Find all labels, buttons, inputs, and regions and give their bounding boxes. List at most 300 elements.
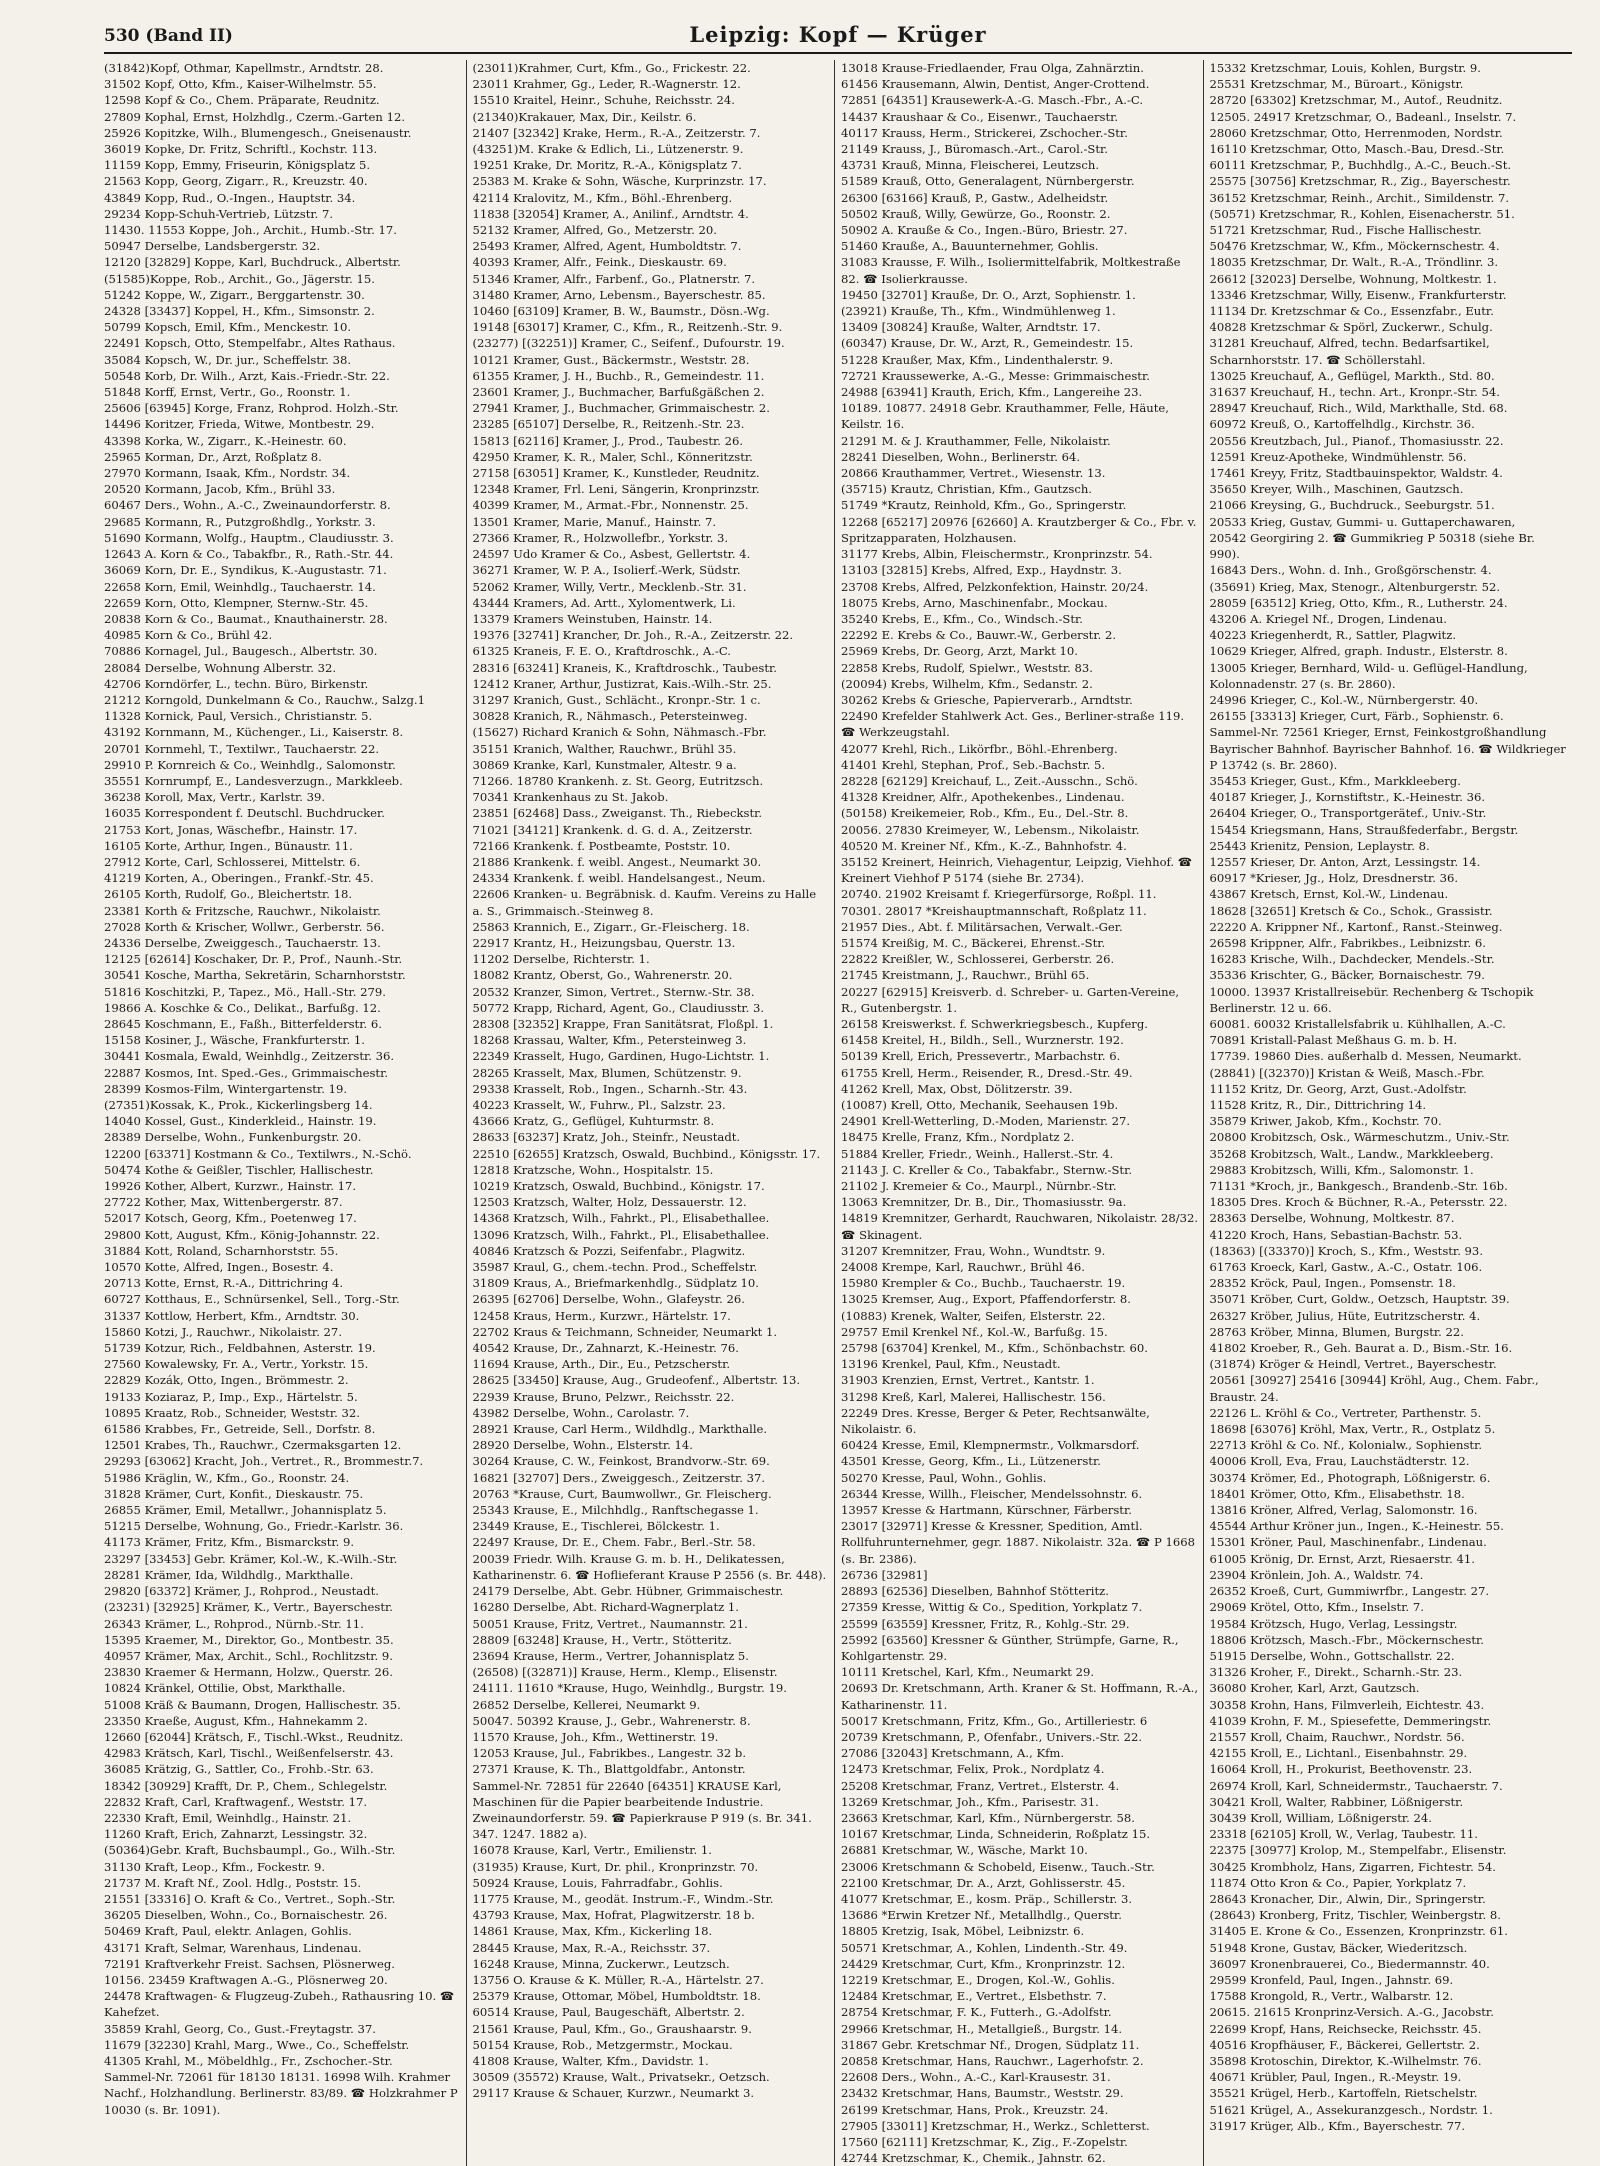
directory-entry: 35336 Krischter, G., Bäcker, Bornaischestr. 79. xyxy=(1209,968,1485,983)
directory-entry: 20800 Krobitzsch, Osk., Wärmeschutzm., Univ.-Str. xyxy=(1209,1130,1510,1145)
directory-entry: 21737 M. Kraft Nf., Zool. Hdlg., Poststr. 15. xyxy=(104,1875,362,1890)
directory-entry: 28399 Kosmos-Film, Wintergartenstr. 19. xyxy=(104,1081,348,1096)
directory-entry: 10167 Kretschmar, Linda, Schneiderin, Roßplatz 15. xyxy=(841,1827,1151,1842)
directory-entry: 28228 [62129] Kreichauf, L., Zeit.-Ausschn., Schö. xyxy=(841,773,1138,788)
directory-entry: 18305 Dres. Kroch & Büchner, R.-A., Petersstr. 22. xyxy=(1209,1195,1508,1210)
directory-entry: 20227 [62915] Kreisverb. d. Schreber- u. Garten-Vereine, R., Gutenbergstr. 1. xyxy=(841,984,1180,1015)
directory-entry: 13816 Kröner, Alfred, Verlag, Salomonstr. 16. xyxy=(1209,1503,1478,1518)
directory-entry: 26612 [32023] Derselbe, Wohnung, Moltkestr. 1. xyxy=(1209,271,1497,286)
directory-entry: 24008 Krempe, Karl, Rauchwr., Brühl 46. xyxy=(841,1260,1085,1275)
directory-entry: 26300 [63166] Krauß, P., Gastw., Adelheidstr. xyxy=(841,190,1109,205)
directory-entry: 21753 Kort, Jonas, Wäschefbr., Hainstr. 17. xyxy=(104,822,358,837)
directory-entry: 29599 Kronfeld, Paul, Ingen., Jahnstr. 69. xyxy=(1209,1972,1454,1987)
directory-entry: 20533 Krieg, Gustav, Gummi- u. Guttaperchawaren, xyxy=(1209,514,1516,529)
directory-entry: 24996 Krieger, C., Kol.-W., Nürnbergerstr. 40. xyxy=(1209,692,1479,707)
directory-entry: 41401 Krehl, Stephan, Prof., Seb.-Bachstr. 5. xyxy=(841,757,1106,772)
directory-entry: 27371 Krause, K. Th., Blattgoldfabr., Antonstr. xyxy=(472,1762,746,1777)
directory-entry: 28920 Derselbe, Wohn., Elsterstr. 14. xyxy=(472,1438,693,1453)
directory-entry: 20520 Kormann, Jacob, Kfm., Brühl 33. xyxy=(104,482,336,497)
directory-entry: 18806 Krötzsch, Masch.-Fbr., Möckernschestr. xyxy=(1209,1632,1484,1647)
directory-entry: 31337 Kottlow, Herbert, Kfm., Arndtstr. 30. xyxy=(104,1308,360,1323)
directory-entry: 13501 Kramer, Marie, Manuf., Hainstr. 7. xyxy=(472,514,717,529)
directory-entry: 36152 Kretzschmar, Reinh., Archit., Simildenstr. 7. xyxy=(1209,190,1510,205)
directory-entry: 13025 Kremser, Aug., Export, Pfaffendorferstr. 8. xyxy=(841,1292,1131,1307)
directory-entry: 43793 Krause, Max, Hofrat, Plagwitzerstr. 18 b. xyxy=(472,1908,755,1923)
directory-entry: 30509 (35572) Krause, Walt., Privatsekr., Oetzsch. xyxy=(472,2070,770,2085)
directory-entry: 50799 Kopsch, Emil, Kfm., Menckestr. 10. xyxy=(104,320,352,335)
directory-entry: 43398 Korka, W., Zigarr., K.-Heinestr. 60. xyxy=(104,433,347,448)
directory-entry: 52017 Kotsch, Georg, Kfm., Poetenweg 17. xyxy=(104,1211,357,1226)
directory-entry: 29069 Krötel, Otto, Kfm., Inselstr. 7. xyxy=(1209,1600,1424,1615)
directory-entry: 11838 [32054] Kramer, A., Anilinf., Arndtstr. 4. xyxy=(472,206,749,221)
directory-entry: 27905 [33011] Kretzschmar, H., Werkz., Schletterst. xyxy=(841,2118,1150,2133)
directory-entry: 20542 Georgiring 2. ☎ Gummikrieg P 50318 (siehe Br. 990). xyxy=(1209,530,1535,562)
directory-entry: 26404 Krieger, O., Transportgerätef., Univ.-Str. xyxy=(1209,806,1487,821)
directory-entry: 21563 Kopp, Georg, Zigarr., R., Kreuzstr. 40. xyxy=(104,174,368,189)
directory-entry: 31405 E. Krone & Co., Essenzen, Kronprinzstr. 61. xyxy=(1209,1924,1508,1939)
directory-entry: 31130 Kraft, Leop., Kfm., Fockestr. 9. xyxy=(104,1859,326,1874)
directory-entry: 18698 [63076] Kröhl, Max, Vertr., R., Ostplatz 5. xyxy=(1209,1422,1496,1437)
directory-entry: 11694 Krause, Arth., Dir., Eu., Petzscherstr. xyxy=(472,1357,731,1372)
directory-entry: 50017 Kretschmann, Fritz, Kfm., Go., Artilleriestr. 6 xyxy=(841,1713,1148,1728)
directory-entry: 21561 Krause, Paul, Kfm., Go., Graushaarstr. 9. xyxy=(472,2021,752,2036)
directory-entry: 20713 Kotte, Ernst, R.-A., Dittrichring 4. xyxy=(104,1276,344,1291)
directory-entry: 23297 [33453] Gebr. Krämer, Kol.-W., K.-Wilh.-Str. xyxy=(104,1551,398,1566)
directory-entry: 40117 Krauss, Herm., Strickerei, Zschocher.-Str. xyxy=(841,125,1128,140)
directory-entry: 27158 [63051] Kramer, K., Kunstleder, Reudnitz. xyxy=(472,466,760,481)
directory-entry: 24597 Udo Kramer & Co., Asbest, Gellertstr. 4. xyxy=(472,547,751,562)
directory-entry: 10000. 13937 Kristallreisebür. Rechenberg & Tschopik Berlinerstr. 12 u. 66. xyxy=(1209,984,1534,1015)
directory-entry: (20094) Krebs, Wilhelm, Kfm., Sedanstr. 2. xyxy=(841,676,1093,691)
directory-entry: 51986 Kräglin, W., Kfm., Go., Roonstr. 24. xyxy=(104,1470,350,1485)
directory-entry: 40399 Kramer, M., Armat.-Fbr., Nonnenstr. 25. xyxy=(472,498,749,513)
directory-entry: (23277) [(32251)] Kramer, C., Seifenf., Dufourstr. 19. xyxy=(472,336,785,351)
directory-entry: 60972 Kreuß, O., Kartoffelhdlg., Kirchstr. 36. xyxy=(1209,417,1475,432)
directory-entry: 43444 Kramers, Ad. Artt., Xylomentwerk, Li. xyxy=(472,595,736,610)
directory-entry: 12818 Kratzsche, Wohn., Hospitalstr. 15. xyxy=(472,1162,714,1177)
directory-entry: 51215 Derselbe, Wohnung, Go., Friedr.-Karlstr. 36. xyxy=(104,1519,404,1534)
directory-entry: 21291 M. & J. Krauthammer, Felle, Nikolaistr. xyxy=(841,433,1111,448)
directory-entry: 35151 Kranich, Walther, Rauchwr., Brühl 35. xyxy=(472,741,737,756)
directory-entry: 27941 Kramer, J., Buchmacher, Grimmaischestr. 2. xyxy=(472,401,770,416)
directory-entry: 50051 Krause, Fritz, Vertret., Naumannstr. 21. xyxy=(472,1616,748,1631)
directory-entry: Sammel-Nr. 72061 für 18130 18131. 16998 Wilh. Krahmer Nachf., Holzhandlung. Berlinerstr. 83/89. ☎ Holzkrahmer P 10030 (s. Br. 1091). xyxy=(104,2070,458,2117)
directory-entry: 25606 [63945] Korge, Franz, Rohprod. Holzh.-Str. xyxy=(104,401,399,416)
directory-entry: 31326 Kroher, F., Direkt., Scharnh.-Str. 23. xyxy=(1209,1665,1463,1680)
directory-entry: 16064 Kroll, H., Prokurist, Beethovenstr. 23. xyxy=(1209,1762,1473,1777)
directory-entry: 28363 Derselbe, Wohnung, Moltkestr. 87. xyxy=(1209,1211,1455,1226)
directory-entry: 23694 Krause, Herm., Vertrer, Johannisplatz 5. xyxy=(472,1648,749,1663)
directory-entry: 23851 [62468] Dass., Zweiganst. Th., Riebeckstr. xyxy=(472,806,763,821)
directory-entry: 51574 Kreißig, M. C., Bäckerei, Ehrenst.-Str. xyxy=(841,935,1106,950)
directory-entry: 13957 Kresse & Hartmann, Kürschner, Färberstr. xyxy=(841,1503,1132,1518)
directory-entry: 22939 Krause, Bruno, Pelzwr., Reichsstr. 22. xyxy=(472,1389,735,1404)
directory-entry: 17461 Kreyy, Fritz, Stadtbauinspektor, Waldstr. 4. xyxy=(1209,466,1503,481)
directory-entry: 12598 Kopf & Co., Chem. Präparate, Reudnitz. xyxy=(104,93,380,108)
directory-entry: 16280 Derselbe, Abt. Richard-Wagnerplatz 1. xyxy=(472,1600,739,1615)
directory-entry: 26158 Kreiswerkst. f. Schwerkriegsbesch., Kupferg. xyxy=(841,1016,1148,1031)
directory-entry: 60727 Kotthaus, E., Schnürsenkel, Sell., Torg.-Str. xyxy=(104,1292,400,1307)
directory-entry: 26344 Kresse, Willh., Fleischer, Mendelssohnstr. 6. xyxy=(841,1486,1143,1501)
directory-entry: 28893 [62536] Dieselben, Bahnhof Stötteritz. xyxy=(841,1584,1109,1599)
directory-entry: 61325 Kraneis, F. E. O., Kraftdroschk., A.-C. xyxy=(472,644,731,659)
directory-entry: 14861 Krause, Max, Kfm., Kickerling 18. xyxy=(472,1924,713,1939)
directory-entry: 11430. 11553 Koppe, Joh., Archit., Humb.-Str. 17. xyxy=(104,223,397,238)
directory-entry: 23285 [65107] Derselbe, R., Reitzenh.-Str. 23. xyxy=(472,417,745,432)
column-1 xyxy=(104,60,467,2166)
directory-entry: 72851 [64351] Krausewerk-A.-G. Masch.-Fbr., A.-C. xyxy=(841,93,1144,108)
directory-entry: 43982 Derselbe, Wohn., Carolastr. 7. xyxy=(472,1405,690,1420)
directory-entry: 41802 Kroeber, R., Geh. Baurat a. D., Bism.-Str. 16. xyxy=(1209,1341,1513,1356)
directory-entry: 29820 [63372] Krämer, J., Rohprod., Neustadt. xyxy=(104,1584,379,1599)
directory-entry: 30262 Krebs & Griesche, Papierverarb., Arndtstr. xyxy=(841,692,1133,707)
directory-entry: 20556 Kreutzbach, Jul., Pianof., Thomasiusstr. 22. xyxy=(1209,433,1504,448)
directory-columns xyxy=(104,60,1572,2166)
directory-entry: 27366 Kramer, R., Holzwollefbr., Yorkstr. 3. xyxy=(472,530,729,545)
directory-entry: 50270 Kresse, Paul, Wohn., Gohlis. xyxy=(841,1470,1047,1485)
directory-entry: (51585)Koppe, Rob., Archit., Go., Jägerstr. 15. xyxy=(104,271,375,286)
directory-entry: 26327 Kröber, Julius, Hüte, Eutritzscherstr. 4. xyxy=(1209,1308,1481,1323)
directory-entry: 24111. 11610 *Krause, Hugo, Weinhdlg., Burgstr. 19. xyxy=(472,1681,787,1696)
directory-entry: Sammel-Nr. 72851 für 22640 [64351] KRAUSE Karl, Maschinen für die Papier bearbeitende Industrie. Zweinaundorferstr. 59. ☎ Papierkrause P 919 (s. Br. 341. 347. 1247. 1882 a). xyxy=(472,1778,812,1842)
directory-entry: 70341 Krankenhaus zu St. Jakob. xyxy=(472,790,669,805)
directory-entry: 51346 Kramer, Alfr., Farbenf., Go., Platnerstr. 7. xyxy=(472,271,756,286)
directory-entry: 13756 O. Krause & K. Müller, R.-A., Härtelstr. 27. xyxy=(472,1972,764,1987)
directory-entry: 22658 Korn, Emil, Weinhdlg., Tauchaerstr. 14. xyxy=(104,579,376,594)
directory-entry: 24478 Kraftwagen- & Flugzeug-Zubeh., Rathausring 10. ☎ Kahefzet. xyxy=(104,1989,455,2020)
directory-entry: 43731 Krauß, Minna, Fleischerei, Leutzsch. xyxy=(841,158,1100,173)
directory-entry: 15158 Kosiner, J., Wäsche, Frankfurterstr. 1. xyxy=(104,1033,365,1048)
directory-entry: 22606 Kranken- u. Begräbnisk. d. Kaufm. Vereins zu Halle a. S., Grimmaisch.-Steinweg 8. xyxy=(472,887,817,918)
directory-entry: 31207 Kremnitzer, Frau, Wohn., Wundtstr. 9. xyxy=(841,1243,1106,1258)
directory-entry: 27086 [32043] Kretschmann, A., Kfm. xyxy=(841,1746,1065,1761)
directory-entry: 21886 Krankenk. f. weibl. Angest., Neumarkt 30. xyxy=(472,854,762,869)
directory-entry: 19584 Krötzsch, Hugo, Verlag, Lessingstr. xyxy=(1209,1616,1458,1631)
directory-entry: 61763 Kroeck, Karl, Gastw., A.-C., Ostatr. 106. xyxy=(1209,1260,1483,1275)
directory-entry: 40957 Krämer, Max, Archit., Schl., Rochlitzstr. 9. xyxy=(104,1648,393,1663)
directory-entry: 29338 Krasselt, Rob., Ingen., Scharnh.-Str. 43. xyxy=(472,1081,748,1096)
directory-entry: 23904 Krönlein, Joh. A., Waldstr. 74. xyxy=(1209,1567,1424,1582)
directory-entry: 42983 Krätsch, Karl, Tischl., Weißenfelserstr. 43. xyxy=(104,1746,394,1761)
directory-entry: 60467 Ders., Wohn., A.-C., Zweinaundorferstr. 8. xyxy=(104,498,391,513)
directory-entry: 19926 Kother, Albert, Kurzwr., Hainstr. 17. xyxy=(104,1179,357,1194)
directory-entry: 45544 Arthur Kröner jun., Ingen., K.-Heinestr. 55. xyxy=(1209,1519,1504,1534)
directory-entry: 61458 Kreitel, H., Bildh., Sell., Wurznerstr. 192. xyxy=(841,1033,1124,1048)
directory-entry: 41220 Kroch, Hans, Sebastian-Bachstr. 53. xyxy=(1209,1227,1463,1242)
directory-entry: 14368 Kratzsch, Wilh., Fahrkt., Pl., Elisabethallee. xyxy=(472,1211,770,1226)
directory-entry: 11202 Derselbe, Richterstr. 1. xyxy=(472,952,650,967)
directory-entry: 21407 [32342] Krake, Herm., R.-A., Zeitzerstr. 7. xyxy=(472,125,761,140)
directory-entry: 18805 Kretzig, Isak, Möbel, Leibnizstr. 6. xyxy=(841,1924,1085,1939)
directory-entry: 40187 Krieger, J., Kornstiftstr., K.-Heinestr. 36. xyxy=(1209,790,1486,805)
directory-entry: 41077 Kretschmar, E., kosm. Präp., Schillerstr. 3. xyxy=(841,1891,1133,1906)
directory-entry: 16035 Korrespondent f. Deutschl. Buchdrucker. xyxy=(104,806,385,821)
directory-entry: 35650 Kreyer, Wilh., Maschinen, Gautzsch. xyxy=(1209,482,1464,497)
directory-entry: 23017 [32971] Kresse & Kressner, Spedition, Amtl. Rollfuhrunternehmer, gegr. 1887. Nikolaistr. 32a. ☎ P 1668 (s. Br. 2386). xyxy=(841,1519,1195,1566)
directory-entry: 28633 [63237] Kratz, Joh., Steinfr., Neustadt. xyxy=(472,1130,741,1145)
directory-entry: 26395 [62706] Derselbe, Wohn., Glafeystr. 26. xyxy=(472,1292,745,1307)
directory-entry: 35453 Krieger, Gust., Kfm., Markkleeberg. xyxy=(1209,773,1461,788)
directory-entry: (60347) Krause, Dr. W., Arzt, R., Gemeindestr. 15. xyxy=(841,336,1134,351)
directory-entry: 25965 Korman, Dr., Arzt, Roßplatz 8. xyxy=(104,449,322,464)
directory-entry: 23449 Krause, E., Tischlerei, Bölckestr. 1. xyxy=(472,1519,720,1534)
directory-entry: 10570 Kotte, Alfred, Ingen., Bosestr. 4. xyxy=(104,1260,334,1275)
directory-entry: 15395 Kraemer, M., Direktor, Go., Montbestr. 35. xyxy=(104,1632,394,1647)
directory-entry: 25493 Kramer, Alfred, Agent, Humboldtstr. 7. xyxy=(472,239,742,254)
directory-entry: 24179 Derselbe, Abt. Gebr. Hübner, Grimmaischestr. xyxy=(472,1584,784,1599)
directory-entry: 31298 Kreß, Karl, Malerei, Hallischestr. 156. xyxy=(841,1389,1106,1404)
directory-entry: 28308 [32352] Krappe, Fran Sanitätsrat, Floßpl. 1. xyxy=(472,1016,774,1031)
directory-entry: 12412 Kraner, Arthur, Justizrat, Kais.-Wilh.-Str. 25. xyxy=(472,676,772,691)
directory-entry: 22220 A. Krippner Nf., Kartonf., Ranst.-Steinweg. xyxy=(1209,919,1503,934)
directory-entry: 36097 Kronenbrauerei, Co., Biedermannstr. 40. xyxy=(1209,1956,1490,1971)
directory-entry: 15301 Kröner, Paul, Maschinenfabr., Lindenau. xyxy=(1209,1535,1487,1550)
directory-entry: 23708 Krebs, Alfred, Pelzkonfektion, Hainstr. 20/24. xyxy=(841,579,1149,594)
directory-entry: 28720 [63302] Kretzschmar, M., Autof., Reudnitz. xyxy=(1209,93,1503,108)
directory-entry: 12125 [62614] Koschaker, Dr. P., Prof., Naunh.-Str. xyxy=(104,952,403,967)
directory-entry: 27359 Kresse, Wittig & Co., Spedition, Yorkplatz 7. xyxy=(841,1600,1143,1615)
directory-entry: 17739. 19860 Dies. außerhalb d. Messen, Neumarkt. xyxy=(1209,1049,1522,1064)
directory-entry: 12120 [32829] Koppe, Karl, Buchdruck., Albertstr. xyxy=(104,255,401,270)
directory-entry: 43171 Kraft, Selmar, Warenhaus, Lindenau. xyxy=(104,1940,362,1955)
directory-entry: 50047. 50392 Krause, J., Gebr., Wahrenerstr. 8. xyxy=(472,1713,751,1728)
directory-entry: 19866 A. Koschke & Co., Delikat., Barfußg. 12. xyxy=(104,1000,381,1015)
directory-entry: 15980 Krempler & Co., Buchb., Tauchaerstr. 19. xyxy=(841,1276,1126,1291)
directory-entry: 41328 Kreidner, Alfr., Apothekenbes., Lindenau. xyxy=(841,790,1125,805)
directory-entry: 21557 Kroll, Chaim, Rauchwr., Nordstr. 56. xyxy=(1209,1729,1465,1744)
directory-entry: 52062 Kramer, Willy, Vertr., Mecklenb.-Str. 31. xyxy=(472,579,747,594)
directory-entry: 52132 Kramer, Alfred, Go., Metzerstr. 20. xyxy=(472,223,717,238)
directory-entry: 51848 Korff, Ernst, Vertr., Go., Roonstr. 1. xyxy=(104,385,351,400)
directory-entry: (27351)Kossak, K., Prok., Kickerlingsberg 14. xyxy=(104,1098,373,1112)
directory-entry: 21212 Korngold, Dunkelmann & Co., Rauchw., Salzg.1 xyxy=(104,692,425,707)
directory-entry: 26199 Kretschmar, Hans, Prok., Kreuzstr. 24. xyxy=(841,2102,1109,2117)
directory-entry: (31874) Kröger & Heindl, Vertret., Bayerschestr. xyxy=(1209,1357,1497,1372)
directory-entry: 61755 Krell, Herm., Reisender, R., Dresd.-Str. 49. xyxy=(841,1065,1133,1080)
directory-entry: 22713 Kröhl & Co. Nf., Kolonialw., Sophienstr. xyxy=(1209,1438,1483,1453)
directory-entry: 11874 Otto Kron & Co., Papier, Yorkplatz 7. xyxy=(1209,1875,1467,1890)
directory-entry: (15627) Richard Kranich & Sohn, Nähmasch.-Fbr. xyxy=(472,725,767,740)
directory-entry: (50364)Gebr. Kraft, Buchsbaumpl., Go., Wilh.-Str. xyxy=(104,1843,396,1858)
directory-entry: 36205 Dieselben, Wohn., Co., Bornaischestr. 26. xyxy=(104,1908,388,1923)
directory-entry: 40006 Kroll, Eva, Frau, Lauchstädterstr. 12. xyxy=(1209,1454,1470,1469)
directory-entry: (50571) Kretzschmar, R., Kohlen, Eisenacherstr. 51. xyxy=(1209,206,1515,221)
directory-entry: 51242 Koppe, W., Zigarr., Berggartenstr. 30. xyxy=(104,287,365,302)
directory-entry: 22349 Krasselt, Hugo, Gardinen, Hugo-Lichtstr. 1. xyxy=(472,1049,770,1064)
directory-entry: 12501 Krabes, Th., Rauchwr., Czermaksgarten 12. xyxy=(104,1438,402,1453)
directory-entry: 30358 Krohn, Hans, Filmverleih, Eichtestr. 43. xyxy=(1209,1697,1485,1712)
directory-entry: 41305 Krahl, M., Möbeldhlg., Fr., Zschocher.-Str. xyxy=(104,2053,393,2068)
directory-entry: 30439 Kroll, William, Lößnigerstr. 24. xyxy=(1209,1810,1432,1825)
directory-entry: 30264 Krause, C. W., Feinkost, Brandvorw.-Str. 69. xyxy=(472,1454,770,1469)
directory-entry: 19133 Koziaraz, P., Imp., Exp., Härtelstr. 5. xyxy=(104,1389,358,1404)
directory-entry: 41219 Korten, A., Oberingen., Frankf.-Str. 45. xyxy=(104,871,374,886)
running-title: Leipzig: Kopf — Krüger xyxy=(689,22,987,47)
directory-entry: 26343 Krämer, L., Rohprod., Nürnb.-Str. 11. xyxy=(104,1616,364,1631)
directory-entry: 23381 Korth & Fritzsche, Rauchwr., Nikolaistr. xyxy=(104,903,381,918)
directory-entry: 19376 [32741] Krancher, Dr. Joh., R.-A., Zeitzerstr. 22. xyxy=(472,628,794,643)
directory-entry: 26974 Kroll, Karl, Schneidermstr., Tauchaerstr. 7. xyxy=(1209,1778,1503,1793)
directory-entry: 43867 Kretsch, Ernst, Kol.-W., Lindenau. xyxy=(1209,887,1449,902)
directory-entry: 43206 A. Kriegel Nf., Drogen, Lindenau. xyxy=(1209,611,1447,626)
directory-entry: 51008 Kräß & Baumann, Drogen, Hallischestr. 35. xyxy=(104,1697,401,1712)
directory-entry: 10824 Kränkel, Ottilie, Obst, Markthalle. xyxy=(104,1681,346,1696)
directory-entry: 18268 Krassau, Walter, Kfm., Petersteinweg 3. xyxy=(472,1033,747,1048)
directory-entry: 51915 Derselbe, Wohn., Gottschallstr. 22. xyxy=(1209,1648,1455,1663)
directory-entry: 12505. 24917 Kretzschmar, O., Badeanl., Inselstr. 7. xyxy=(1209,109,1517,124)
directory-entry: 12660 [62044] Krätsch, F., Tischl.-Wkst., Reudnitz. xyxy=(104,1729,404,1744)
directory-entry: 28084 Derselbe, Wohnung Alberstr. 32. xyxy=(104,660,337,675)
directory-entry: 41173 Krämer, Fritz, Kfm., Bismarckstr. 9. xyxy=(104,1535,355,1550)
directory-entry: 27970 Kormann, Isaak, Kfm., Nordstr. 34. xyxy=(104,466,351,481)
directory-entry: 35240 Krebs, E., Kfm., Co., Windsch.-Str. xyxy=(841,611,1083,626)
directory-entry: 12053 Krause, Jul., Fabrikbes., Langestr. 32 b. xyxy=(472,1746,747,1761)
directory-entry: 18342 [30929] Krafft, Dr. P., Chem., Schlegelstr. xyxy=(104,1778,388,1793)
directory-entry: 20763 *Krause, Curt, Baumwollwr., Gr. Fleischerg. xyxy=(472,1486,772,1501)
directory-entry: 11260 Kraft, Erich, Zahnarzt, Lessingstr. 32. xyxy=(104,1827,368,1842)
directory-entry: 12200 [63371] Kostmann & Co., Textilwrs., N.-Schö. xyxy=(104,1146,412,1161)
directory-entry: 16110 Kretzschmar, Otto, Masch.-Bau, Dresd.-Str. xyxy=(1209,142,1505,157)
directory-entry: 15332 Kretzschmar, Louis, Kohlen, Burgstr. 9. xyxy=(1209,61,1481,75)
directory-entry: 43666 Kratz, G., Geflügel, Kuhturmstr. 8. xyxy=(472,1114,715,1129)
directory-entry: 50772 Krapp, Richard, Agent, Go., Claudiusstr. 3. xyxy=(472,1000,765,1015)
directory-entry: 28352 Kröck, Paul, Ingen., Pomsenstr. 18. xyxy=(1209,1276,1456,1291)
directory-entry: (10883) Krenek, Walter, Seifen, Elsterstr. 22. xyxy=(841,1308,1106,1323)
directory-entry: 19450 [32701] Krauße, Dr. O., Arzt, Sophienstr. 1. xyxy=(841,287,1136,302)
directory-entry: 20858 Kretschmar, Hans, Rauchwr., Lagerhofstr. 2. xyxy=(841,2053,1144,2068)
directory-entry: 20838 Korn & Co., Baumat., Knauthainerstr. 28. xyxy=(104,611,388,626)
directory-entry: 28645 Koschmann, E., Faßh., Bitterfelderstr. 6. xyxy=(104,1016,382,1031)
directory-entry: 29800 Kott, August, Kfm., König-Johannstr. 22. xyxy=(104,1227,380,1242)
directory-entry: 60514 Krause, Paul, Baugeschäft, Albertstr. 2. xyxy=(472,2005,745,2020)
directory-entry: 25992 [63560] Kressner & Günther, Strümpfe, Garne, R., Kohlgartenstr. 29. xyxy=(841,1632,1179,1663)
directory-entry: 35551 Kornrumpf, E., Landesverzugn., Markkleeb. xyxy=(104,773,403,788)
directory-entry: 43192 Kornmann, M., Küchenger., Li., Kaiserstr. 8. xyxy=(104,725,404,740)
directory-entry: 28754 Kretschmar, F. K., Futterh., G.-Adolfstr. xyxy=(841,2005,1112,2020)
directory-entry: 21066 Kreysing, G., Buchdruck., Seeburgstr. 51. xyxy=(1209,498,1495,513)
directory-entry: 28241 Dieselben, Wohn., Berlinerstr. 64. xyxy=(841,449,1081,464)
directory-entry: 29910 P. Kornreich & Co., Weinhdlg., Salomonstr. xyxy=(104,757,396,772)
directory-entry: 25575 [30756] Kretzschmar, R., Zig., Bayerschestr. xyxy=(1209,174,1511,189)
directory-entry: 23432 Kretschmar, Hans, Baumstr., Weststr. 29. xyxy=(841,2086,1124,2101)
directory-entry: 51816 Koschitzki, P., Tapez., Mö., Hall.-Str. 279. xyxy=(104,984,386,999)
directory-entry: 42077 Krehl, Rich., Likörfbr., Böhl.-Ehrenberg. xyxy=(841,741,1118,756)
directory-entry: 17560 [62111] Kretzschmar, K., Zig., F.-Zopelstr. xyxy=(841,2135,1128,2149)
directory-entry: 22832 Kraft, Carl, Kraftwagenf., Weststr. 17. xyxy=(104,1794,368,1809)
directory-entry: 10111 Kretschel, Karl, Kfm., Neumarkt 29. xyxy=(841,1665,1095,1680)
directory-entry: 40671 Krübler, Paul, Ingen., R.-Meystr. 19. xyxy=(1209,2070,1462,2085)
directory-entry: 22702 Kraus & Teichmann, Schneider, Neumarkt 1. xyxy=(472,1324,778,1339)
column-2 xyxy=(473,60,836,2166)
directory-entry: 12557 Krieser, Dr. Anton, Arzt, Lessingstr. 14. xyxy=(1209,854,1481,869)
directory-entry: 72191 Kraftverkehr Freist. Sachsen, Plösnerweg. xyxy=(104,1956,395,1971)
directory-entry: 13379 Kramers Weinstuben, Hainstr. 14. xyxy=(472,611,713,626)
directory-entry: 22659 Korn, Otto, Klempner, Sternw.-Str. 45. xyxy=(104,595,369,610)
directory-entry: 16078 Krause, Karl, Vertr., Emilienstr. 1. xyxy=(472,1843,712,1858)
directory-entry: 15510 Kraitel, Heinr., Schuhe, Reichsstr. 24. xyxy=(472,93,735,108)
directory-entry: 30828 Kranich, R., Nähmasch., Petersteinweg. xyxy=(472,709,748,724)
directory-entry: 18475 Krelle, Franz, Kfm., Nordplatz 2. xyxy=(841,1130,1075,1145)
directory-entry: 12484 Kretschmar, E., Vertret., Elsbethstr. 7. xyxy=(841,1989,1107,2004)
directory-entry: 30425 Krombholz, Hans, Zigarren, Fichtestr. 54. xyxy=(1209,1859,1496,1874)
directory-entry: 27912 Korte, Carl, Schlosserei, Mittelstr. 6. xyxy=(104,854,361,869)
directory-entry: 42114 Kralovitz, M., Kfm., Böhl.-Ehrenberg. xyxy=(472,190,733,205)
directory-entry: 16821 [32707] Ders., Zweiggesch., Zeitzerstr. 37. xyxy=(472,1470,766,1485)
directory-entry: (43251)M. Krake & Edlich, Li., Lützenerstr. 9. xyxy=(472,142,744,157)
directory-entry: 40542 Krause, Dr., Zahnarzt, K.-Heinestr. 76. xyxy=(472,1341,739,1356)
directory-entry: 28625 [33450] Krause, Aug., Grudeofenf., Albertstr. 13. xyxy=(472,1373,801,1388)
directory-entry: 25379 Krause, Ottomar, Möbel, Humboldtstr. 18. xyxy=(472,1989,761,2004)
directory-entry: 22497 Krause, Dr. E., Chem. Fabr., Berl.-Str. 58. xyxy=(472,1535,756,1550)
directory-entry: 11775 Krause, M., geodät. Instrum.-F., Windm.-Str. xyxy=(472,1891,774,1906)
directory-entry: 51721 Kretzschmar, Rud., Fische Hallischestr. xyxy=(1209,223,1482,238)
directory-entry: 22917 Krantz, H., Heizungsbau, Querstr. 13. xyxy=(472,935,736,950)
directory-entry: 11328 Kornick, Paul, Versich., Christianstr. 5. xyxy=(104,709,373,724)
directory-entry: (28841) [(32370)] Kristan & Weiß, Masch.-Fbr. xyxy=(1209,1065,1485,1080)
directory-entry: 23318 [62105] Kroll, W., Verlag, Taubestr. 11. xyxy=(1209,1827,1478,1842)
directory-entry: 40393 Kramer, Alfr., Feink., Dieskaustr. 69. xyxy=(472,255,727,270)
directory-entry: 35071 Kröber, Curt, Goldw., Oetzsch, Hauptstr. 39. xyxy=(1209,1292,1510,1307)
directory-entry: 30421 Kroll, Walter, Rabbiner, Lößnigerstr. xyxy=(1209,1794,1464,1809)
directory-entry: 22491 Kopsch, Otto, Stempelfabr., Altes Rathaus. xyxy=(104,336,396,351)
directory-entry: 25863 Krannich, E., Zigarr., Gr.-Fleischerg. 18. xyxy=(472,919,750,934)
directory-entry: 13346 Kretzschmar, Willy, Eisenw., Frankfurterstr. xyxy=(1209,287,1507,302)
directory-entry: 51690 Kormann, Wolfg., Hauptm., Claudiusstr. 3. xyxy=(104,530,394,545)
directory-entry: 25443 Krienitz, Pension, Leplaystr. 8. xyxy=(1209,838,1430,853)
directory-entry: 20740. 21902 Kreisamt f. Kriegerfürsorge, Roßpl. 11. xyxy=(841,887,1157,902)
directory-entry: 26881 Kretschmar, W., Wäsche, Markt 10. xyxy=(841,1843,1088,1858)
directory-entry: 60917 *Krieser, Jg., Holz, Dresdnerstr. 36. xyxy=(1209,871,1459,886)
directory-entry: 30869 Kranke, Karl, Kunstmaler, Altestr. 9 a. xyxy=(472,757,737,772)
directory-entry: 27809 Kophal, Ernst, Holzhdlg., Czerm.-Garten 12. xyxy=(104,109,406,124)
directory-entry: 31297 Kranich, Gust., Schlächt., Kronpr.-Str. 1 c. xyxy=(472,692,761,707)
directory-entry: 20615. 21615 Kronprinz-Versich. A.-G., Jacobstr. xyxy=(1209,2005,1494,2020)
directory-entry: 61586 Krabbes, Fr., Getreide, Sell., Dorfstr. 8. xyxy=(104,1422,376,1437)
directory-entry: 29234 Kopp-Schuh-Vertrieb, Lützstr. 7. xyxy=(104,206,334,221)
directory-entry: 25599 [63559] Kressner, Fritz, R., Kohlg.-Str. 29. xyxy=(841,1616,1130,1631)
directory-entry: 40846 Kratzsch & Pozzi, Seifenfabr., Plagwitz. xyxy=(472,1243,746,1258)
directory-entry: 29293 [63062] Kracht, Joh., Vertret., R., Brommestr.7. xyxy=(104,1454,424,1469)
directory-entry: 26155 [33313] Krieger, Curt, Färb., Sophienstr. 6. xyxy=(1209,709,1504,724)
directory-entry: 16248 Krause, Minna, Zuckerwr., Leutzsch. xyxy=(472,1956,730,1971)
directory-entry: 29685 Kormann, R., Putzgroßhdlg., Yorkstr. 3. xyxy=(104,514,376,529)
directory-entry: 40516 Kropfhäuser, F., Bäckerei, Gellertstr. 2. xyxy=(1209,2037,1480,2052)
directory-entry: 31903 Krenzien, Ernst, Vertret., Kantstr. 1. xyxy=(841,1373,1095,1388)
directory-entry: 21551 [33316] O. Kraft & Co., Vertret., Soph.-Str. xyxy=(104,1891,396,1906)
directory-entry: 13686 *Erwin Kretzer Nf., Metallhdlg., Querstr. xyxy=(841,1908,1122,1923)
directory-entry: 51228 Kraußer, Max, Kfm., Lindenthalerstr. 9. xyxy=(841,352,1114,367)
directory-entry: 71131 *Kroch, jr., Bankgesch., Brandenb.-Str. 16b. xyxy=(1209,1179,1508,1194)
page-number-value: 530 xyxy=(104,26,140,46)
directory-entry: 22510 [62655] Kratzsch, Oswald, Buchbind., Königsstr. 17. xyxy=(472,1146,821,1161)
directory-entry: 30441 Kosmala, Ewald, Weinhdlg., Zeitzerstr. 36. xyxy=(104,1049,395,1064)
directory-entry: 20532 Kranzer, Simon, Vertret., Sternw.-Str. 38. xyxy=(472,984,755,999)
directory-entry: 10189. 10877. 24918 Gebr. Krauthammer, Felle, Häute, Keilstr. 16. xyxy=(841,401,1169,432)
directory-entry: 13025 Kreuchauf, A., Geflügel, Markth., Std. 80. xyxy=(1209,368,1495,383)
directory-entry: 22699 Kropf, Hans, Reichsecke, Reichsstr. 45. xyxy=(1209,2021,1482,2036)
directory-entry: 31480 Kramer, Arno, Lebensm., Bayerschestr. 85. xyxy=(472,287,766,302)
directory-entry: 35268 Krobitzsch, Walt., Landw., Markkleeberg. xyxy=(1209,1146,1494,1161)
directory-entry: 11152 Kritz, Dr. Georg, Arzt, Gust.-Adolfstr. xyxy=(1209,1081,1467,1096)
directory-entry: 12268 [65217] 20976 [62660] A. Krautzberger & Co., Fbr. v. Spritzapparaten, Holzhausen. xyxy=(841,514,1197,545)
directory-entry: 51884 Kreller, Friedr., Weinh., Hallerst.-Str. 4. xyxy=(841,1146,1114,1161)
directory-entry: 71021 [34121] Krankenk. d. G. d. A., Zeitzerstr. xyxy=(472,822,753,837)
directory-entry: 27028 Korth & Krischer, Wollwr., Gerberstr. 56. xyxy=(104,919,385,934)
directory-entry: 28445 Krause, Max, R.-A., Reichsstr. 37. xyxy=(472,1940,711,1955)
directory-entry: 10460 [63109] Kramer, B. W., Baumstr., Dösn.-Wg. xyxy=(472,304,770,319)
directory-entry: 35987 Kraul, G., chem.-techn. Prod., Scheffelstr. xyxy=(472,1260,758,1275)
directory-entry: 28763 Kröber, Minna, Blumen, Burgstr. 22. xyxy=(1209,1324,1464,1339)
